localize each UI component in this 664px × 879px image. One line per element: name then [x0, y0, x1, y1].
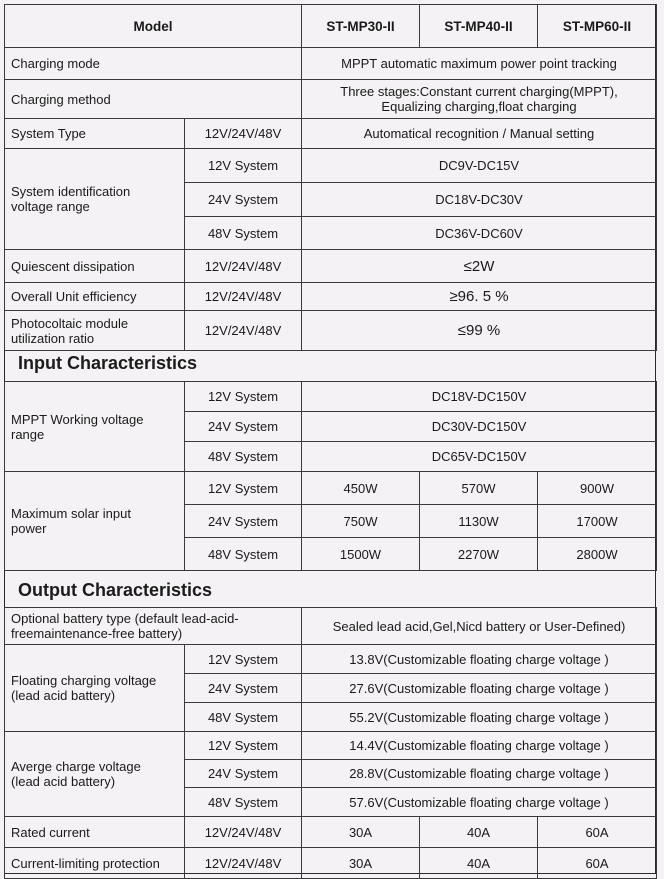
id-range-sys: 24V System — [185, 183, 302, 217]
mppt-label — [5, 382, 185, 472]
max-power-sys: 48V System — [185, 538, 302, 571]
quiescent-value: ≤2W — [302, 250, 657, 283]
id-range-label-line-2: voltage range — [11, 199, 90, 214]
mppt-label-line-2: range — [11, 426, 45, 442]
input-section-title: Input Characteristics — [18, 353, 198, 373]
max-power-label-line-2: power — [11, 521, 47, 536]
max-power-row — [5, 472, 657, 505]
efficiency-sub: 12V/24V/48V — [185, 283, 302, 311]
mppt-row — [5, 382, 657, 412]
floating-value: 55.2V(Customizable floating charge voltage ) — [302, 703, 657, 732]
battery-type-label-line-2: freemaintenance-free battery) — [11, 626, 183, 641]
current-limit-row — [5, 848, 657, 879]
charging-mode-value: MPPT automatic maximum power point tracking — [302, 48, 657, 80]
battery-type-label-line-1: Optional battery type (default lead-acid- — [11, 611, 239, 626]
average-sys: 12V System — [185, 732, 302, 760]
mppt-sys: 48V System — [185, 442, 302, 472]
max-power-value: 1500W — [302, 538, 420, 571]
id-range-value: DC36V-DC60V — [302, 217, 657, 250]
system-type-row — [5, 119, 657, 149]
average-value: 57.6V(Customizable floating charge voltage ) — [302, 788, 657, 817]
average-row — [5, 732, 657, 760]
charging-method-row — [5, 80, 657, 119]
model-3-header: ST-MP60-II — [538, 5, 657, 48]
max-power-sys: 24V System — [185, 505, 302, 538]
system-type-value: Automatical recognition / Manual setting — [302, 119, 657, 149]
header-row — [5, 5, 657, 48]
rated-current-value: 60A — [538, 817, 657, 848]
rated-current-value: 30A — [302, 817, 420, 848]
floating-sys: 12V System — [185, 645, 302, 674]
pv-ratio-value: ≤99 % — [302, 311, 657, 351]
floating-label-line-2: (lead acid battery) — [11, 688, 116, 703]
rated-current-row — [5, 817, 657, 848]
max-power-label-line-1: Maximum solar input — [11, 506, 131, 521]
charging-method-line-1: Three stages:Constant current charging(MPPT), — [340, 84, 618, 99]
mppt-sys: 24V System — [185, 412, 302, 442]
floating-sys: 48V System — [185, 703, 302, 732]
id-range-row — [5, 149, 657, 183]
rated-current-value: 40A — [420, 817, 538, 848]
max-power-value: 450W — [302, 472, 420, 505]
charging-mode-row — [5, 48, 657, 80]
current-limit-value: 40A — [420, 848, 538, 879]
average-value: 14.4V(Customizable floating charge voltage ) — [302, 732, 657, 760]
max-power-value: 2800W — [538, 538, 657, 571]
battery-type-row — [5, 608, 657, 645]
max-power-label — [5, 472, 185, 571]
quiescent-sub: 12V/24V/48V — [185, 250, 302, 283]
floating-value: 27.6V(Customizable floating charge voltage ) — [302, 674, 657, 703]
floating-sys: 24V System — [185, 674, 302, 703]
floating-row — [5, 645, 657, 674]
model-1-header: ST-MP30-II — [302, 5, 420, 48]
model-header: Model — [5, 5, 302, 48]
average-label — [5, 732, 185, 817]
pv-ratio-label-line-1: Photocoltaic module — [11, 315, 129, 331]
max-power-value: 1130W — [420, 505, 538, 538]
max-power-sys: 12V System — [185, 472, 302, 505]
battery-type-label — [5, 608, 302, 645]
rated-current-label: Rated current — [5, 817, 185, 848]
max-power-value: 750W — [302, 505, 420, 538]
mppt-sys: 12V System — [185, 382, 302, 412]
floating-label-line-1: Floating charging voltage — [11, 673, 157, 688]
current-limit-value: 30A — [302, 848, 420, 879]
rated-current-sub: 12V/24V/48V — [185, 817, 302, 848]
system-type-sub: 12V/24V/48V — [185, 119, 302, 149]
model-2-header: ST-MP40-II — [420, 5, 538, 48]
efficiency-label: Overall Unit efficiency — [5, 283, 185, 311]
system-type-label: System Type — [5, 119, 185, 149]
average-label-line-1: Averge charge voltage — [11, 759, 141, 774]
pv-ratio-sub: 12V/24V/48V — [185, 311, 302, 351]
average-label-line-2: (lead acid battery) — [11, 774, 116, 789]
charging-method-label: Charging method — [5, 80, 302, 119]
average-sys: 48V System — [185, 788, 302, 817]
max-power-value: 2270W — [420, 538, 538, 571]
mppt-label-line-1: MPPT Working voltage — [11, 411, 144, 427]
charging-method-line-2: Equalizing charging,float charging — [381, 99, 577, 114]
mppt-value: DC65V-DC150V — [302, 442, 657, 472]
general-spec-table — [4, 4, 657, 351]
id-range-value: DC18V-DC30V — [302, 183, 657, 217]
output-spec-table — [4, 607, 657, 879]
output-section-title: Output Characteristics — [18, 580, 213, 600]
charging-mode-label: Charging mode — [5, 48, 302, 80]
current-limit-label: Current-limiting protection — [5, 848, 185, 879]
current-limit-value: 60A — [538, 848, 657, 879]
pv-ratio-label — [5, 311, 185, 351]
floating-value: 13.8V(Customizable floating charge voltage ) — [302, 645, 657, 674]
floating-label — [5, 645, 185, 732]
max-power-value: 900W — [538, 472, 657, 505]
efficiency-row — [5, 283, 657, 311]
id-range-label — [5, 149, 185, 250]
id-range-value: DC9V-DC15V — [302, 149, 657, 183]
efficiency-value: ≥96. 5 % — [302, 283, 657, 311]
id-range-sys: 12V System — [185, 149, 302, 183]
battery-type-value: Sealed lead acid,Gel,Nicd battery or User-Defined) — [302, 608, 657, 645]
id-range-sys: 48V System — [185, 217, 302, 250]
quiescent-row — [5, 250, 657, 283]
id-range-label-line-1: System identification — [11, 184, 131, 199]
max-power-value: 1700W — [538, 505, 657, 538]
mppt-value: DC18V-DC150V — [302, 382, 657, 412]
pv-ratio-label-line-2: utilization ratio — [11, 330, 95, 346]
input-spec-table — [4, 381, 657, 571]
current-limit-sub: 12V/24V/48V — [185, 848, 302, 879]
charging-method-value — [302, 80, 657, 119]
max-power-value: 570W — [420, 472, 538, 505]
mppt-value: DC30V-DC150V — [302, 412, 657, 442]
average-value: 28.8V(Customizable floating charge voltage ) — [302, 760, 657, 788]
pv-ratio-row — [5, 311, 657, 351]
quiescent-label: Quiescent dissipation — [5, 250, 185, 283]
average-sys: 24V System — [185, 760, 302, 788]
